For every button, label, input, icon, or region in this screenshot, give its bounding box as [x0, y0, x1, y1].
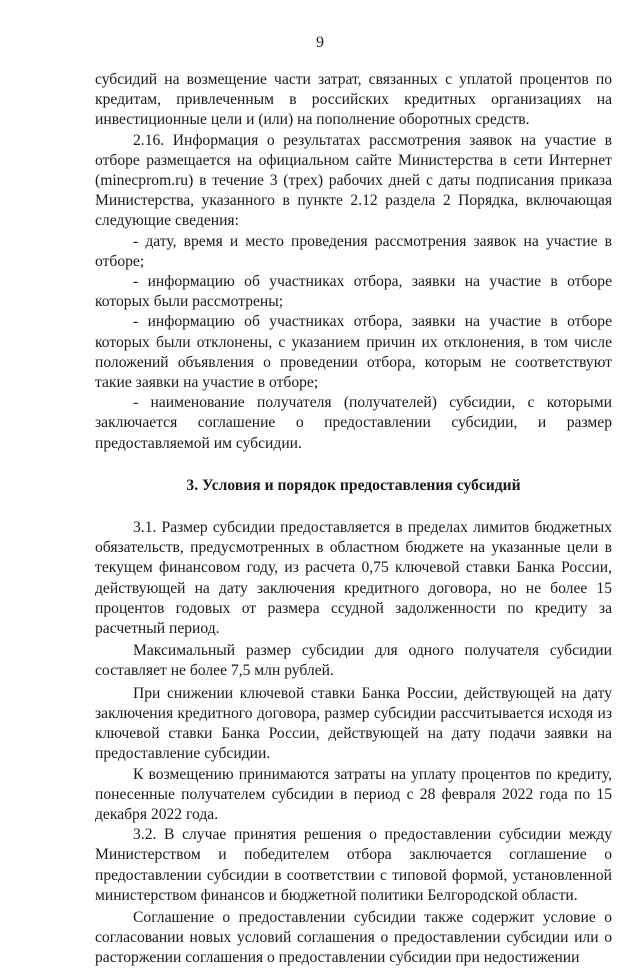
section-heading: 3. Условия и порядок предоставления субсидий — [186, 476, 521, 494]
paragraph-3-2: 3.2. В случае принятия решения о предоставлении субсидии между Министерством и победителем отбора заключается соглашение о предоставлении субсидии в соответствии с типовой формой, установленной министерством финансов и бюджетной политики Белгородской области. — [95, 826, 612, 904]
document-body — [95, 70, 612, 969]
paragraph-max-subsidy: Максимальный размер субсидии для одного получателя субсидии составляет не более 7,5 млн рублей. — [95, 642, 612, 680]
list-item-recipients: - наименование получателя (получателей) субсидии, с которыми заключается соглашение о предоставлении субсидии, и размер предоставляемой им субсидии. — [95, 394, 612, 452]
paragraph-key-rate-decrease: При снижении ключевой ставки Банка России, действующей на дату заключения кредитного договора, размер субсидии рассчитывается исходя из ключевой ставки Банка России, действующей на дату подачи заявки на предоставление субсидии. — [95, 684, 612, 763]
paragraph-continuation: субсидий на возмещение части затрат, связанных с уплатой процентов по кредитам, привлеченным в российских кредитных организациях на инвестиционные цели и (или) на пополнение оборотных средств. — [95, 71, 612, 129]
paragraph-reimbursable-costs: К возмещению принимаются затраты на уплату процентов по кредиту, понесенные получателем субсидии в период с 28 февраля 2022 года по 15 декабря 2022 года. — [95, 765, 612, 823]
list-item-rejected-participants: - информацию об участниках отбора, заявки на участие в отборе которых были отклонены, с указанием причин их отклонения, в том числе положений объявления о проведении отбора, которым не соответствуют такие заявки на участие в отборе; — [95, 313, 612, 392]
paragraph-agreement-condition: Соглашение о предоставлении субсидии также содержит условие о согласовании новых условий соглашения о предоставлении субсидии или о расторжении соглашения о предоставлении субсидии при недостижении — [95, 908, 612, 967]
paragraph-2-16: 2.16. Информация о результатах рассмотрения заявок на участие в отборе размещается на официальном сайте Министерства в сети Интернет (minecprom.ru) в течение 3 (трех) рабочих дней с даты подписания приказа Министерства, указанного в пункте 2.12 раздела 2 Порядка, включающая следующие сведения: — [95, 131, 612, 230]
paragraph-3-1: 3.1. Размер субсидии предоставляется в пределах лимитов бюджетных обязательств, предусмотренных в областном бюджете на указанные цели в текущем финансовом году, из расчета 0,75 ключевой ставки Банка России, действующей на дату заключения кредитного договора, но не более 15 процентов годовых от размера ссудной задолженности по кредиту за расчетный период. — [95, 519, 612, 638]
page-number: 9 — [316, 34, 324, 51]
list-item-date-time-place: - дату, время и место проведения рассмотрения заявок на участие в отборе; — [95, 232, 612, 270]
list-item-reviewed-participants: - информацию об участниках отбора, заявки на участие в отборе которых были рассмотрены; — [95, 273, 612, 311]
